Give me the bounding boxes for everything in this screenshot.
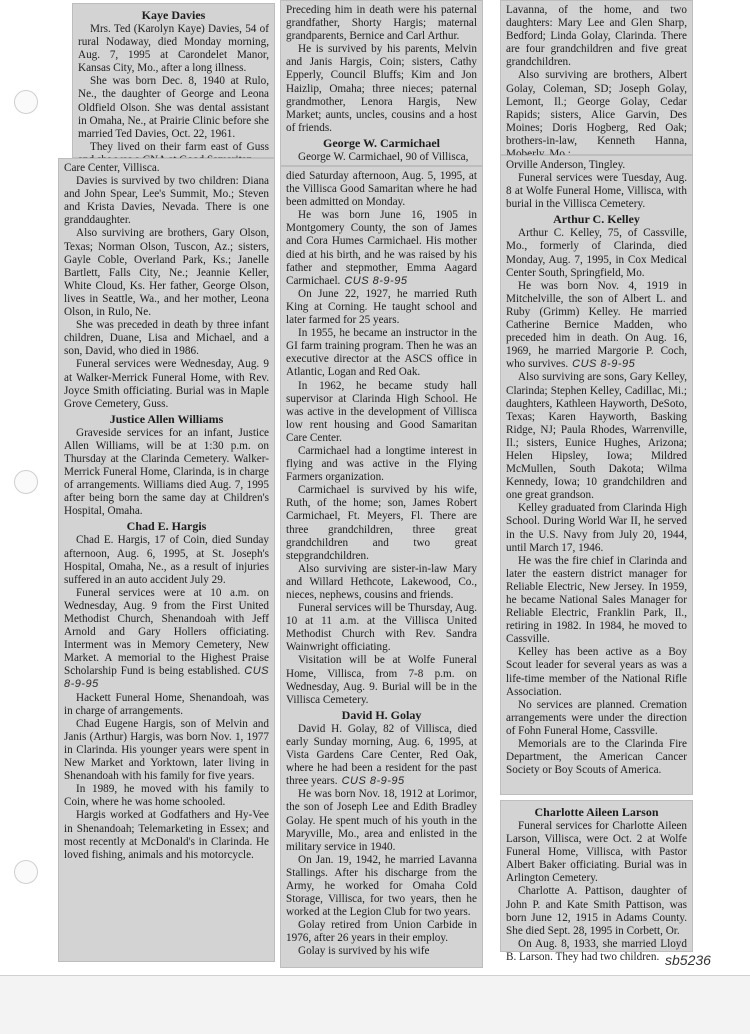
paragraph: Kelley has been active as a Boy Scout leader for several years as was a life-time member of the National Rifle Association. bbox=[506, 646, 687, 698]
punch-hole-middle bbox=[14, 470, 38, 494]
clipping-column-3 bbox=[500, 155, 693, 795]
obituary-title-charlotte-larson: Charlotte Aileen Larson bbox=[534, 805, 659, 819]
paragraph: In 1962, he became study hall supervisor at Clarinda High School. He was active in the development of Villisca low rent housing and Good Samaritan Care Center. bbox=[286, 379, 477, 444]
paragraph: Funeral services for Charlotte Aileen Larson, Villisca, were Oct. 2 at Wolfe Funeral Home, Villisca, with Pastor Albert Baker officiating. Burial was in Arlington Cemetery. bbox=[506, 820, 687, 885]
paragraph: Preceding him in death were his paternal grandfather, Shorty Hargis; maternal grandparents, Bernice and Carl Arthur. bbox=[286, 4, 477, 43]
paragraph bbox=[286, 723, 477, 788]
paragraph: Chad Eugene Hargis, son of Melvin and Janis (Arthur) Hargis, was born Nov. 1, 1977 in Clarinda. His younger years were spent in New Market and Yorktown, later living in Shenandoah with his family for five years. bbox=[64, 717, 269, 783]
paragraph: Golay is survived by his wife bbox=[298, 945, 430, 958]
clipping-column-1 bbox=[58, 158, 275, 962]
paragraph: No services are planned. Cremation arrangements were under the direction of Fohn Funeral Home, Cassville. bbox=[506, 698, 687, 737]
paragraph bbox=[286, 209, 477, 288]
paragraph: Also surviving are sons, Gary Kelley, Clarinda; Stephen Kelley, Cadillac, Mi.; daughters, Kathleen Hayworth, DeSoto, Texas; Karen Hayworth, Basking Ridge, NJ; Paula Rhodes, Warrenville, Il.; sisters, Eunice Hughes, Arizona; Helen Hipsley, Iowa; Mildred McMullen, South Dakota; Wilma Kennedy, Iowa; 10 grandchildren and one great grandson. bbox=[506, 371, 687, 502]
paragraph: Chad E. Hargis, 17 of Coin, died Sunday afternoon, Aug. 6, 1995, at St. Joseph's Hospital, Omaha, Ne., as a result of injuries suffered in an auto accident July 29. bbox=[64, 534, 269, 586]
paragraph: Arthur C. Kelley, 75, of Cassville, Mo., formerly of Clarinda, died Monday, Aug. 7, 1995, in Cox Medical Center South, Springfield, Mo. bbox=[506, 227, 687, 279]
handwritten-note: CUS 8-9-95 bbox=[64, 665, 269, 691]
paragraph: Lavanna, of the home, and two daughters: Mary Lee and Glen Sharp, Bedford; Linda Golay, Clarinda. There are four grandchildren and five great grandchildren. bbox=[506, 4, 687, 69]
clipping-kaye-davies-top bbox=[72, 3, 275, 158]
clipping-hargis-continued bbox=[280, 0, 483, 166]
handwritten-note: CUS 8-9-95 bbox=[344, 274, 408, 287]
paragraph: Mrs. Ted (Karolyn Kaye) Davies, 54 of rural Nodaway, died Monday morning, Aug. 7, 1995 at Carondelet Manor, Kansas City, Mo., after a long illness. bbox=[78, 23, 269, 75]
clipping-charlotte-larson bbox=[500, 800, 693, 963]
paragraph: In 1989, he moved with his family to Coin, where he was home schooled. bbox=[64, 783, 269, 809]
paragraph: died Saturday afternoon, Aug. 5, 1995, at the Villisca Good Samaritan where he had been admitted on Monday. bbox=[286, 170, 477, 209]
paragraph bbox=[64, 587, 269, 692]
paragraph: Funeral services will be Thursday, Aug. 10 at 11 a.m. at the Villisca United Methodist Church with Rev. Sandra Wainwright officiating. bbox=[286, 602, 477, 654]
paragraph: They lived on their farm east of Guss bbox=[90, 140, 269, 153]
paragraph: Memorials are to the Clarinda Fire Department, the American Cancer Society or Boy Scouts of America. bbox=[506, 738, 687, 777]
punch-hole-bottom bbox=[14, 860, 38, 884]
clipping-column-2 bbox=[280, 166, 483, 968]
paragraph-text: David H. Golay, 82 of Villisca, died early Sunday morning, Aug. 6, 1995, at Vista Gardens Care Center, Red Oak, where he had been a resident for the past three years. bbox=[286, 722, 477, 788]
paragraph: George W. Carmichael, 90 of Villisca, bbox=[298, 150, 469, 163]
obituary-title-kaye-davies: Kaye Davies bbox=[141, 8, 206, 22]
clipping-golay-continued bbox=[500, 0, 693, 155]
paragraph-text: He was born Nov. 4, 1919 in Mitchelville, the son of Albert L. and Ruby (Grimm) Kelley. He married Catherine Bernice Madden, who preceded him in death. On Aug. 16, 1969, he married Margorie P. Coch, who survives. bbox=[506, 279, 687, 371]
punch-hole-top bbox=[14, 90, 38, 114]
handwritten-note: CUS 8-9-95 bbox=[572, 358, 636, 371]
paragraph: He was born Nov. 18, 1912 at Lorimor, the son of Joseph Lee and Edith Bradley Golay. He spent much of his youth in the Maryville, Mo., area and enlisted in the military service in 1940. bbox=[286, 788, 477, 853]
paragraph: In 1955, he became an instructor in the GI farm training program. Then he was an executive director at the ASCS office in Atlantic, Logan and Red Oak. bbox=[286, 327, 477, 379]
paragraph-text: Funeral services were at 10 a.m. on Wednesday, Aug. 9 from the First United Methodist Church, Shenandoah with Jeff Arnold and Gary Hollers officiating. Interment was in Memory Cemetery, New Market. A memorial to the Highest Praise Scholarship Fund is being established. bbox=[64, 586, 269, 678]
paragraph: Kelley graduated from Clarinda High School. During World War II, he served in the U.S. Navy from July 20, 1944, until March 17, 1946. bbox=[506, 502, 687, 554]
paragraph: Also surviving are sister-in-law Mary and Willard Hethcote, Lakewood, Co., nieces, nephews, cousins and friends. bbox=[286, 562, 477, 601]
obituary-title-arthur-kelley: Arthur C. Kelley bbox=[553, 212, 640, 227]
obituary-title-david-golay: David H. Golay bbox=[341, 707, 422, 722]
paragraph: Hackett Funeral Home, Shenandoah, was in charge of arrangements. bbox=[64, 691, 269, 717]
paragraph: Care Center, Villisca. bbox=[64, 162, 160, 174]
page-bottom-edge bbox=[0, 975, 750, 1034]
paragraph: Orville Anderson, Tingley. bbox=[506, 159, 626, 171]
paragraph: Graveside services for an infant, Justice Allen Williams, will be at 1:30 p.m. on Thursday at the Clarinda Cemetery. Walker-Merrick Funeral Home, Clarinda, is in charge of arrangements. Williams died Aug. 7, 1995 after being born the same day at Children's Hospital, Omaha. bbox=[64, 426, 269, 518]
paragraph: On Aug. 8, 1933, she married Lloyd B. Larson. They had two children. bbox=[506, 937, 687, 963]
paragraph-text: He was born June 16, 1905 in Montgomery County, the son of James and Cora Humes Carmichael. His mother died at his birth, and he was raised by his father and stepmother, Emma Aagard Carmichael. bbox=[286, 209, 477, 287]
catalog-number: sb5236 bbox=[665, 952, 711, 968]
paragraph: Funeral services were Tuesday, Aug. 8 at Wolfe Funeral Home, Villisca, with burial in the Villisca Cemetery. bbox=[506, 172, 687, 211]
paragraph: Carmichael had a longtime interest in flying and was active in the Flying Farmers organization. bbox=[286, 444, 477, 484]
paragraph: Also surviving are brothers, Albert Golay, Coleman, SD; Joseph Golay, Lemont, Il.; George Golay, Cedar Rapids; sisters, Alice Garvin, Des Moines; Doris Hogberg, Red Oak; brothers-in-law, Kenneth Hanna, bbox=[506, 69, 687, 147]
obituary-title-george-carmichael: George W. Carmichael bbox=[323, 135, 440, 150]
paragraph: Visitation will be at Wolfe Funeral Home, Villisca, from 7-8 p.m. on Wednesday, Aug. 9. Burial will be in the Villisca Cemetery. bbox=[286, 654, 477, 706]
paragraph: He was the fire chief in Clarinda and later the eastern district manager for Reliable Electric, New Jersey. In 1959, he became National Sales Manager for Reliable Electric, Franklin Park, Il., retiring in 1982. In 1984, he moved to Cassville. bbox=[506, 554, 687, 646]
paragraph: He is survived by his parents, Melvin and Janis Hargis, Coin; sisters, Cathy Epperly, Council Bluffs; Kim and Jon Haizlip, Omaha; three nieces; paternal grandmother, Lenora Hargis, New Market; aunts, uncles, cousins and a host of friends. bbox=[286, 43, 477, 134]
obituary-title-chad-hargis: Chad E. Hargis bbox=[126, 519, 207, 534]
paragraph: On June 22, 1927, he married Ruth King at Corning. He taught school and later farmed for 25 years. bbox=[286, 287, 477, 327]
paragraph: Carmichael is survived by his wife, Ruth, of the home; son, James Robert Carmichael, Ft. Meyers, Fl. There are three grandchildren, three great grandchildren and two great stepgrandchildren. bbox=[286, 484, 477, 562]
paragraph: Charlotte A. Pattison, daughter of John P. and Kate Smith Pattison, was born June 12, 1915 in Adams County. She died Sept. 28, 1995 in Corbett, Or. bbox=[506, 885, 687, 937]
obituary-title-justice-williams: Justice Allen Williams bbox=[109, 411, 224, 426]
paragraph: Funeral services were Wednesday, Aug. 9 at Walker-Merrick Funeral Home, with Rev. Joyce Smith officiating. Burial was in Maple Grove Cemetery, Guss. bbox=[64, 358, 269, 410]
paragraph: She was preceded in death by three infant children, Duane, Lisa and Michael, and a son, David, who died in 1986. bbox=[64, 319, 269, 358]
paragraph: Hargis worked at Godfathers and Hy-Vee in Shenandoah; Telemarketing in Essex; and most recently at McDonald's in Clarinda. He loved fishing, animals and his motorcycle. bbox=[64, 809, 269, 861]
paragraph: On Jan. 19, 1942, he married Lavanna Stallings. After his discharge from the Army, he worked for Omaha Cold Storage, Villisca, for two years, then he worked at the Legion Club for two years. bbox=[286, 853, 477, 919]
paragraph: Golay retired from Union Carbide in 1976, after 26 years in their employ. bbox=[286, 919, 477, 945]
paragraph bbox=[506, 280, 687, 372]
handwritten-note: CUS 8-9-95 bbox=[341, 775, 405, 788]
paragraph: Also surviving are brothers, Gary Olson, Texas; Norman Olson, Tuscon, Az.; sisters, Gayle Coble, Overland Park, Ks.; Janelle Bartlett, Falls City, Ne.; Jeannie Keller, White Cloud, Ks. Her father, George Olson, lives in Seattle, Wa., and her mother, Leona Olson, in Rulo, Ne. bbox=[64, 227, 269, 319]
paragraph: She was born Dec. 8, 1940 at Rulo, Ne., the daughter of George and Leona Oldfield Olson. She was dental assistant in Omaha, Ne., at Prairie Clinic before she married Ted Davies, Oct. 22, 1961. bbox=[78, 75, 269, 140]
paragraph: Davies is survived by two children: Diana and John Spear, Lee's Summit, Mo.; Steven and Krista Davies, Nevada. There is one granddaughter. bbox=[64, 175, 269, 227]
